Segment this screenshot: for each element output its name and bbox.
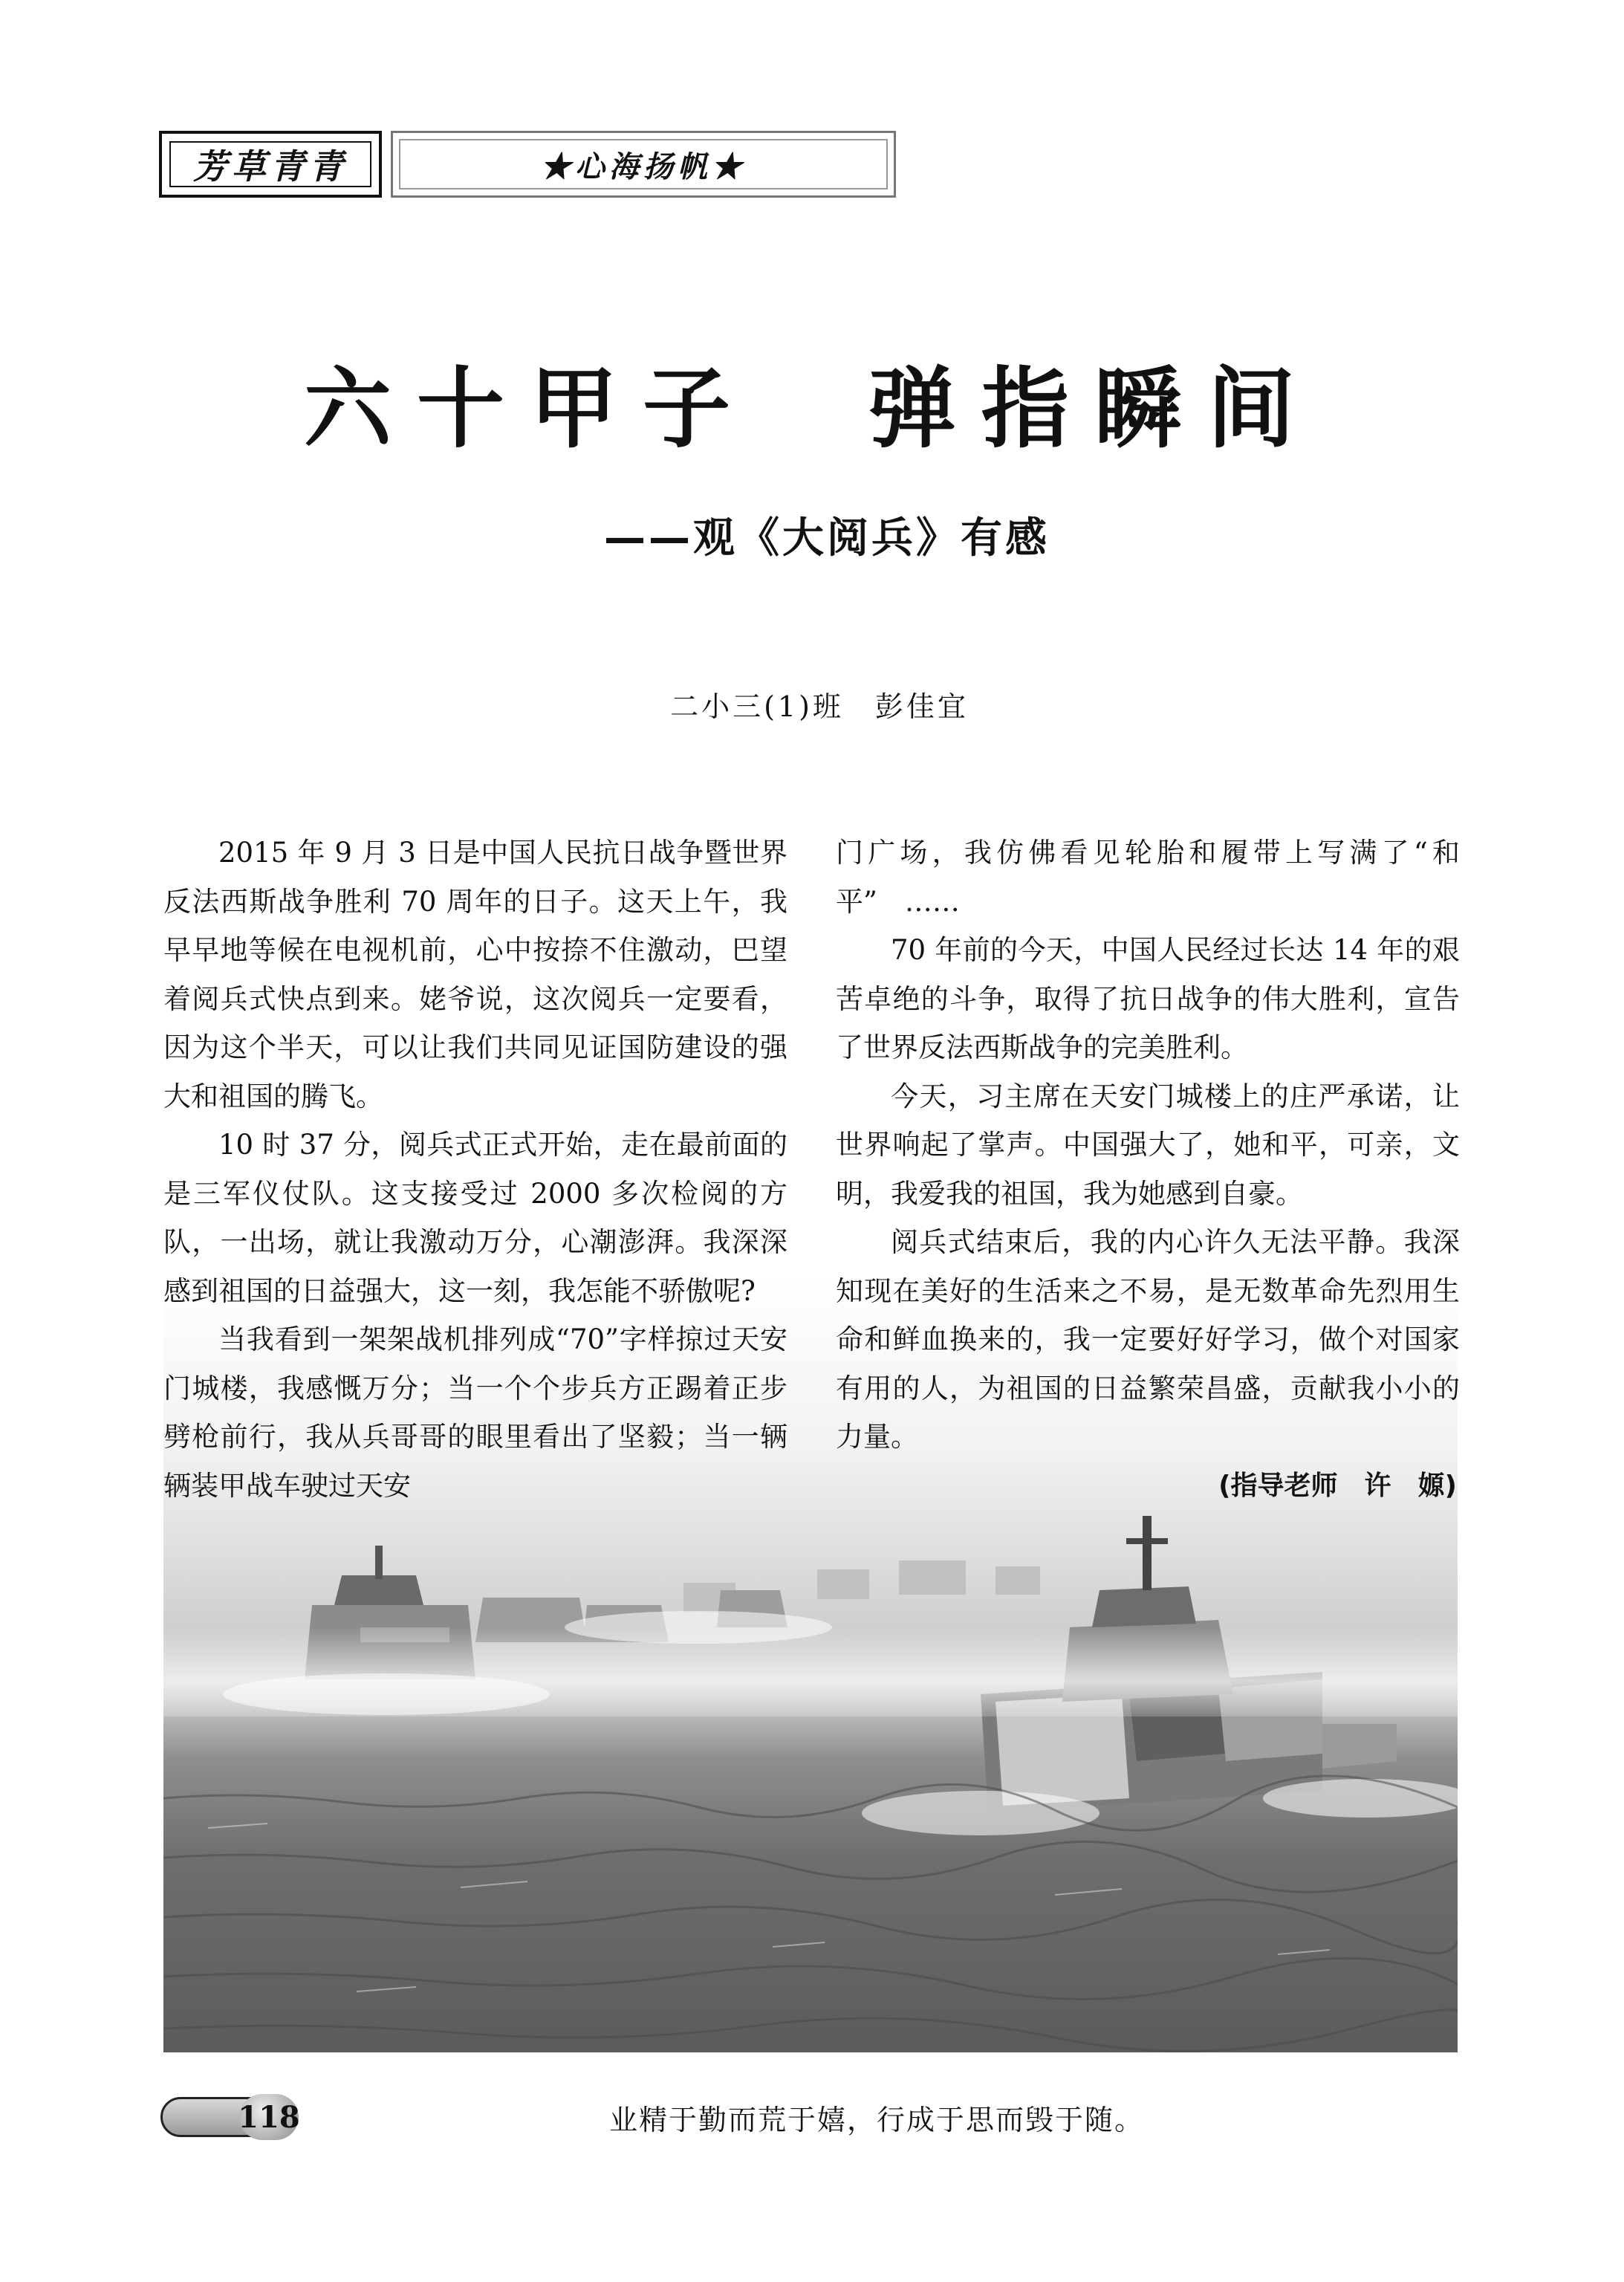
article-subtitle: ——观《大阅兵》有感 bbox=[604, 514, 1050, 563]
paragraph-continued: 门广场，我仿佛看见轮胎和履带上写满了“和平” …… bbox=[836, 837, 1460, 918]
column-name: ★心海扬帆★ bbox=[399, 139, 888, 189]
footer-motto: 业精于勤而荒于嬉，行成于思而毁于随。 bbox=[609, 2104, 1145, 2136]
paragraph: 70 年前的今天，中国人民经过长达 14 年的艰苦卓绝的斗争，取得了抗日战争的伟大胜利，宣告了世界反法西斯战争的完美胜利。 bbox=[836, 934, 1460, 1063]
article-column-left bbox=[163, 829, 787, 1510]
paragraph: 今天，习主席在天安门城楼上的庄严承诺，让世界响起了掌声。中国强大了，她和平，可亲，文明，我爱我的祖国，我为她感到自豪。 bbox=[836, 1080, 1460, 1210]
teacher-credit: (指导老师 许 嫄) bbox=[1218, 1470, 1457, 1501]
paragraph: 当我看到一架架战机排列成“70”字样掠过天安门城楼，我感慨万分；当一个个步兵方正踢着正步劈枪前行，我从兵哥哥的眼里看出了坚毅；当一辆辆装甲战车驶过天安 bbox=[163, 1323, 787, 1502]
article-title: 六十甲子 弹指瞬间 bbox=[303, 357, 1320, 460]
page-number: 118 bbox=[239, 2094, 299, 2140]
article-column-right bbox=[836, 829, 1460, 1510]
section-tag: 芳草青青 bbox=[169, 141, 371, 187]
section-tag-box bbox=[159, 131, 382, 198]
paragraph: 阅兵式结束后，我的内心许久无法平静。我深知现在美好的生活来之不易，是无数革命先烈用生命和鲜血换来的，我一定要好好学习，做个对国家有用的人，为祖国的日益繁荣昌盛，贡献我小小的力量。 bbox=[836, 1226, 1460, 1453]
paragraph: 2015 年 9 月 3 日是中国人民抗日战争暨世界反法西斯战争胜利 70 周年的日子。这天上午，我早早地等候在电视机前，心中按捺不住激动，巴望着阅兵式快点到来。姥爷说，这次阅兵一定要看，因为这个半天，可以让我们共同见证国防建设的强大和祖国的腾飞。 bbox=[163, 837, 787, 1112]
article-author: 二小三(1)班 彭佳宜 bbox=[670, 690, 969, 723]
paragraph: 10 时 37 分，阅兵式正式开始，走在最前面的是三军仪仗队。这支接受过 2000 多次检阅的方队，一出场，就让我激动万分，心潮澎湃。我深深感到祖国的日益强大，这一刻，我怎能不骄傲呢? bbox=[163, 1129, 787, 1307]
column-name-box bbox=[391, 131, 896, 198]
